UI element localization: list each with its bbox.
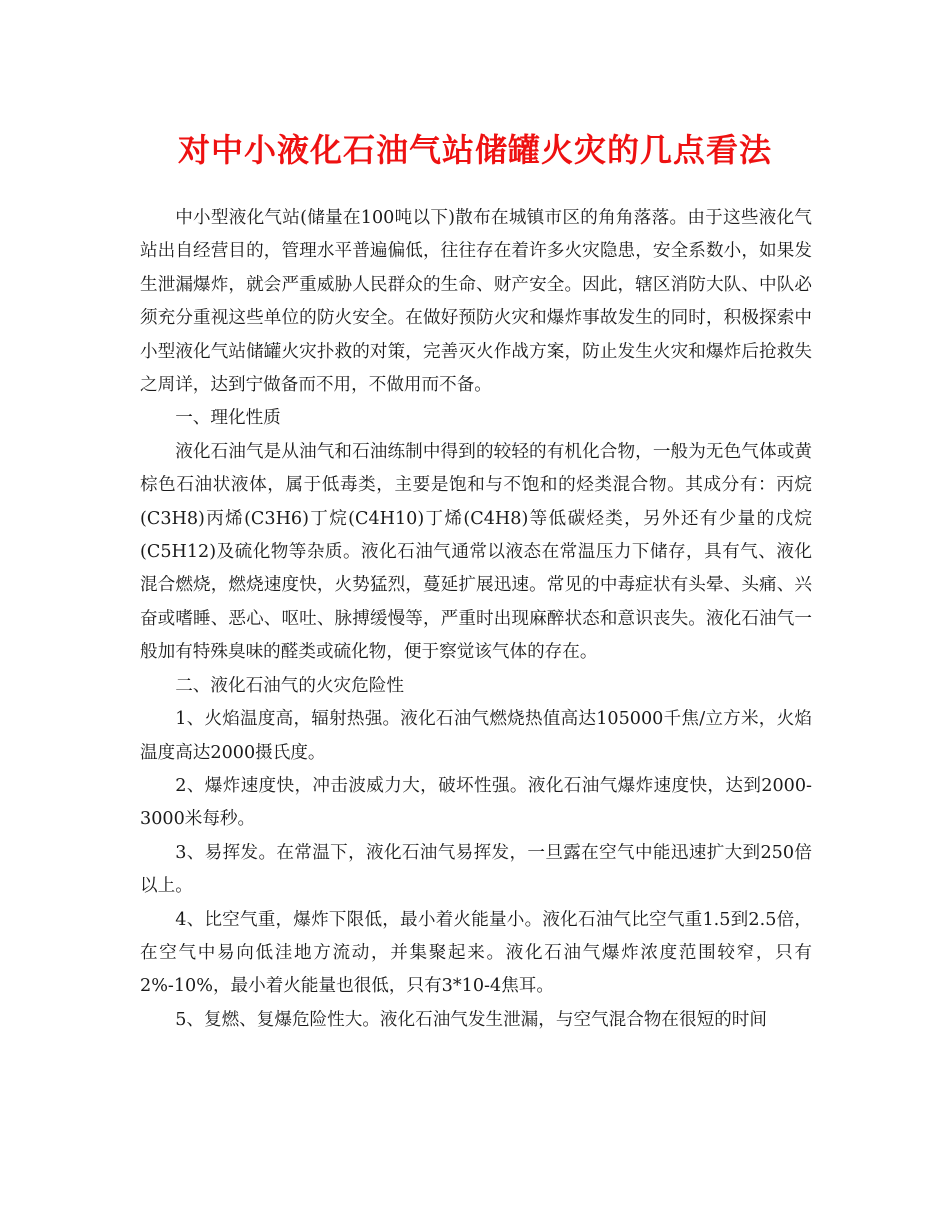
paragraph-intro: 中小型液化气站(储量在100吨以下)散布在城镇市区的角角落落。由于这些液化气站出自经营目的，管理水平普遍偏低，往往存在着许多火灾隐患，安全系数小，如果发生泄漏爆炸，就会严重威胁人民群众的生命、财产安全。因此，辖区消防大队、中队必须充分重视这些单位的防火安全。在做好预防火灾和爆炸事故发生的同时，积极探索中小型液化气站储罐火灾扑救的对策，完善灭火作战方案，防止发生火灾和爆炸后抢救失之周详，达到宁做备而不用，不做用而不备。 [140, 208, 812, 396]
paragraph-properties: 液化石油气是从油气和石油练制中得到的较轻的有机化合物，一般为无色气体或黄棕色石油状液体，属于低毒类，主要是饱和与不饱和的烃类混合物。其成分有：丙烷(C3H8)丙烯(C3H6)丁烷(C4H10)丁烯(C4H8)等低碳烃类，另外还有少量的戊烷(C5H12)及硫化物等杂质。液化石油气通常以液态在常温压力下储存，具有气、液化混合燃烧，燃烧速度快，火势猛烈，蔓延扩展迅速。常见的中毒症状有头晕、头痛、兴奋或嗜睡、恶心、呕吐、脉搏缓慢等，严重时出现麻醉状态和意识丧失。液化石油气一般加有特殊臭味的醛类或硫化物，便于察觉该气体的存在。 [140, 441, 812, 663]
list-item-hazard-3: 3、易挥发。在常温下，液化石油气易挥发，一旦露在空气中能迅速扩大到250倍以上。 [140, 842, 812, 897]
list-item-hazard-4: 4、比空气重，爆炸下限低，最小着火能量小。液化石油气比空气重1.5到2.5倍，在空气中易向低洼地方流动，并集聚起来。液化石油气爆炸浓度范围较窄，只有2%-10%，最小着火能量也很低，只有3*10-4焦耳。 [140, 909, 812, 997]
document-body [140, 202, 812, 1037]
list-item-hazard-5: 5、复燃、复爆危险性大。液化石油气发生泄漏，与空气混合物在很短的时间 [175, 1009, 767, 1030]
document-title: 对中小液化石油气站储罐火灾的几点看法 [177, 131, 772, 169]
section-heading-fire-hazard: 二、液化石油气的火灾危险性 [175, 675, 404, 696]
list-item-hazard-1: 1、火焰温度高，辐射热强。液化石油气燃烧热值高达105000千焦/立方米，火焰温度高达2000摄氏度。 [140, 709, 812, 763]
list-item-hazard-2: 2、爆炸速度快，冲击波威力大，破坏性强。液化石油气爆炸速度快，达到2000-3000米每秒。 [140, 775, 812, 830]
section-heading-properties: 一、理化性质 [175, 408, 281, 429]
